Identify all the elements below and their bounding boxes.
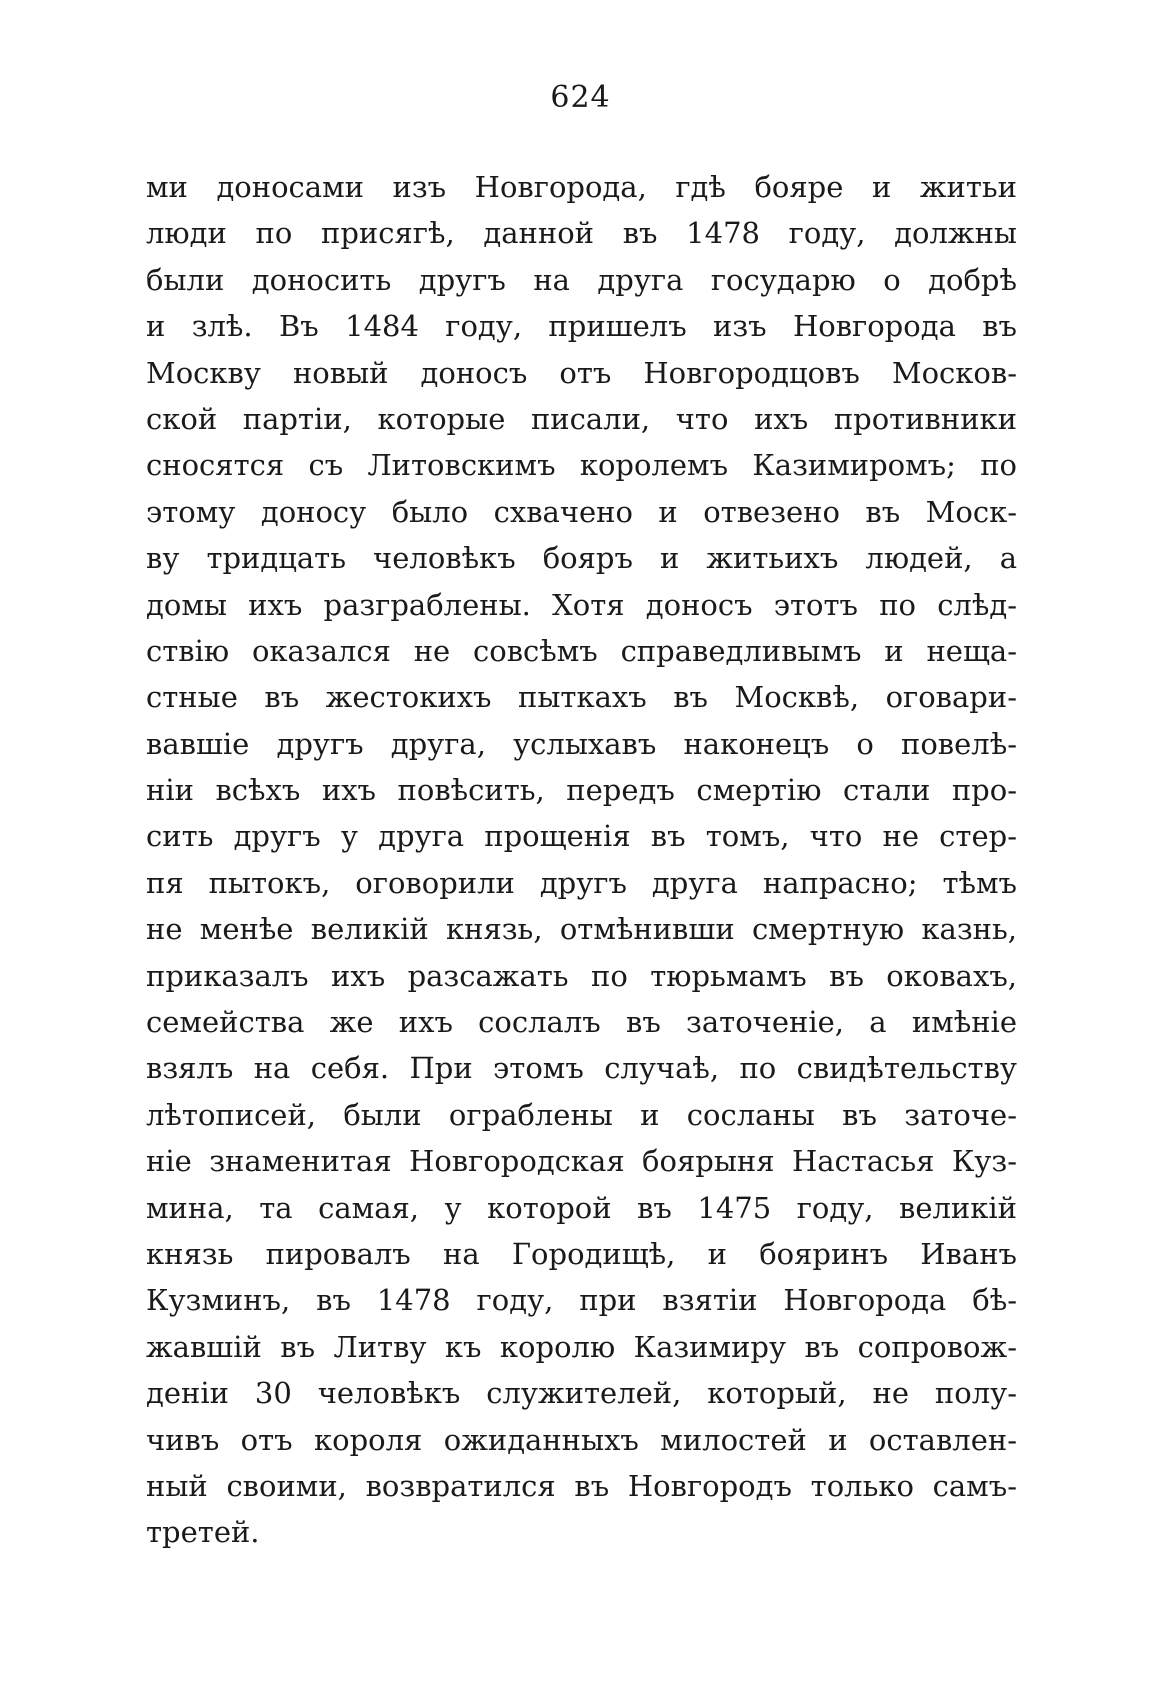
text-line: чивъ отъ короля ожиданныхъ милостей и оставлен- [146, 1422, 1017, 1457]
text-line: ву тридцать человѣкъ бояръ и житьихъ людей, а [146, 541, 1017, 576]
text-line: сносятся съ Литовскимъ королемъ Казимиромъ; по [146, 448, 1017, 483]
text-line: ствію оказался не совсѣмъ справедливымъ и нещa- [146, 633, 1017, 668]
body-text [146, 164, 1017, 1556]
text-line: этому доносу было схвачено и отвезено въ Моск- [146, 494, 1017, 529]
text-line: ніе знаменитая Новгородская боярыня Настасья Куз- [146, 1144, 1017, 1179]
text-line: жавшій въ Литву къ королю Казимиру въ сопровож- [146, 1329, 1017, 1364]
text-line: сить другъ у друга прощенія въ томъ, что не стер- [146, 819, 1017, 854]
text-line: были доносить другъ на друга государю о добрѣ [146, 262, 1017, 297]
text-line: ніи всѣхъ ихъ повѣсить, передъ смертію стали про- [146, 773, 1017, 808]
text-line: Москву новый доносъ отъ Новгородцовъ Москов- [146, 355, 1017, 390]
text-line: приказалъ ихъ разсажать по тюрьмамъ въ оковахъ, [146, 958, 1017, 993]
text-line: и злѣ. Въ 1484 году, пришелъ изъ Новгорода въ [146, 309, 1017, 344]
text-line: люди по присягѣ, данной въ 1478 году, должны [146, 216, 1017, 251]
text-line: домы ихъ разграблены. Хотя доносъ этотъ по слѣд- [146, 587, 1017, 622]
text-line: не менѣе великій князь, отмѣнивши смертную казнь, [146, 912, 1017, 947]
text-line: ми доносами изъ Новгорода, гдѣ бояре и житьи [146, 170, 1017, 204]
text-line: ный своими, возвратился въ Новгородъ только самъ- [146, 1468, 1017, 1503]
text-line: князь пировалъ на Городищѣ, и бояринъ Иванъ [146, 1236, 1017, 1271]
text-line: Кузминъ, въ 1478 году, при взятіи Новгорода бѣ- [146, 1283, 1017, 1318]
text-line: ской партіи, которые писали, что ихъ противники [146, 401, 1017, 436]
text-line: вавшіе другъ друга, услыхавъ наконецъ о повелѣ- [146, 726, 1017, 761]
text-line: семейства же ихъ сослалъ въ заточеніе, а имѣніе [146, 1005, 1017, 1040]
page-number: 624 [550, 80, 611, 115]
text-line: деніи 30 человѣкъ служителей, который, не полу- [146, 1376, 1017, 1411]
text-line: лѣтописей, были ограблены и сосланы въ заточе- [146, 1097, 1017, 1132]
text-line: стные въ жестокихъ пыткахъ въ Москвѣ, оговари- [146, 680, 1017, 715]
text-line: мина, та самая, у которой въ 1475 году, великій [146, 1190, 1017, 1225]
text-line-last: третей. [146, 1515, 260, 1550]
text-line: пя пытокъ, оговорили другъ друга напрасно; тѣмъ [146, 865, 1017, 900]
text-line: взялъ на себя. При этомъ случаѣ, по свидѣтельству [146, 1051, 1017, 1086]
